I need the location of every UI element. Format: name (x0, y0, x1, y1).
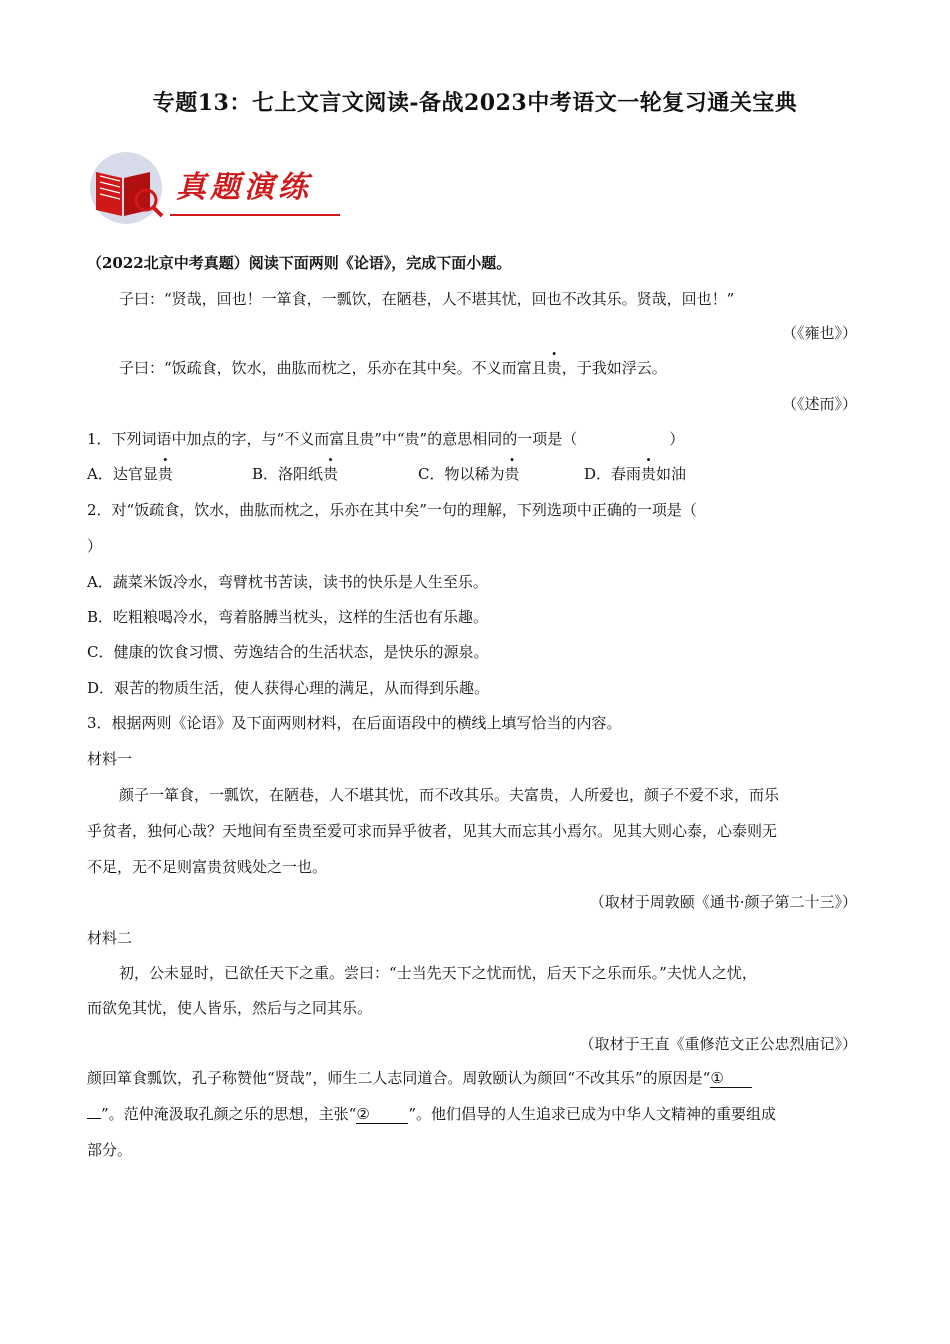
q2-option-d[interactable]: D．艰苦的物质生活，使人获得心理的满足，从而得到乐趣。 (87, 679, 490, 697)
page-title: 专题13：七上文言文阅读-备战2023中考语文一轮复习通关宝典 (152, 90, 798, 116)
passage-2-source: （《述而》） (781, 395, 857, 413)
q2-option-a[interactable]: A．蔬菜米饭冷水，弯臂枕书苦读，读书的快乐是人生至乐。 (87, 573, 488, 591)
blank-2[interactable]: ② (356, 1105, 408, 1124)
q2-option-c[interactable]: C．健康的饮食习惯、劳逸结合的生活状态，是快乐的源泉。 (87, 643, 489, 661)
material-1-line: 颜子一箪食，一瓢饮，在陋巷，人不堪其忧，而不改其乐。夫富贵，人所爱也，颜子不爱不求，而乐 (119, 786, 780, 804)
answer-paragraph-line-3: 部分。 (87, 1141, 133, 1159)
material-1-source: （取材于周敦颐《通书·颜子第二十三》） (589, 893, 857, 911)
section-intro: （2022北京中考真题）阅读下面两则《论语》，完成下面小题。 (87, 254, 512, 272)
material-1-line: 乎贫者，独何心哉？天地间有至贵至爱可求而异乎彼者，见其大而忘其小焉尔。见其大则心泰，心泰则无 (87, 822, 778, 840)
passage-2: 子曰：“饭疏食，饮水，曲肱而枕之，乐亦在其中矣。不义而富且贵，于我如浮云。 (119, 359, 667, 377)
q1-option-d[interactable]: D．春雨贵如油 (584, 465, 687, 483)
question-2-stem: 2．对“饭疏食，饮水，曲肱而枕之，乐亦在其中矣”一句的理解，下列选项中正确的一项是（ (87, 501, 697, 519)
dotted-char: 贵 (546, 359, 562, 377)
question-3-stem: 3．根据两则《论语》及下面两则材料，在后面语段中的横线上填写恰当的内容。 (87, 714, 622, 732)
q1-option-a[interactable]: A．达官显贵 (87, 465, 173, 483)
question-1-stem: 1．下列词语中加点的字，与“不义而富且贵”中“贵”的意思相同的一项是（ ） (87, 430, 685, 448)
material-2-line: 而欲免其忧，使人皆乐，然后与之同其乐。 (87, 999, 373, 1017)
material-2-source: （取材于王直《重修范文正公忠烈庙记》） (579, 1035, 857, 1053)
material-1-line: 不足，无不足则富贵贫贱处之一也。 (87, 858, 328, 876)
blank-1[interactable]: ① (710, 1069, 752, 1088)
banner-underline (170, 214, 340, 216)
question-2-stem-end: ） (87, 537, 103, 555)
q1-option-b[interactable]: B．洛阳纸贵 (252, 465, 339, 483)
blank-1-continued[interactable] (87, 1118, 101, 1119)
q1-option-c[interactable]: C．物以稀为贵 (418, 465, 520, 483)
passage-1: 子曰：“贤哉，回也！一箪食，一瓢饮，在陋巷，人不堪其忧，回也不改其乐。贤哉，回也！” (119, 290, 735, 308)
answer-paragraph-line-2: ”。范仲淹汲取孔颜之乐的思想，主张“② ”。他们倡导的人生追求已成为中华人文精神的重要组成 (87, 1103, 857, 1125)
banner-title: 真题演练 (176, 170, 312, 205)
material-1-label: 材料一 (87, 750, 133, 768)
material-2-line: 初，公未显时，已欲任天下之重。尝曰：“士当先天下之忧而忧，后天下之乐而乐。”夫忧人之忧， (119, 964, 757, 982)
answer-paragraph-line-1: 颜回箪食瓢饮，孔子称赞他“贤哉”，师生二人志同道合。周敦颐认为颜回“不改其乐”的原因是“① (87, 1067, 857, 1089)
material-2-label: 材料二 (87, 929, 133, 947)
q2-option-b[interactable]: B．吃粗粮喝冷水，弯着胳膊当枕头，这样的生活也有乐趣。 (87, 608, 489, 626)
passage-1-source: （《雍也》） (781, 324, 857, 342)
